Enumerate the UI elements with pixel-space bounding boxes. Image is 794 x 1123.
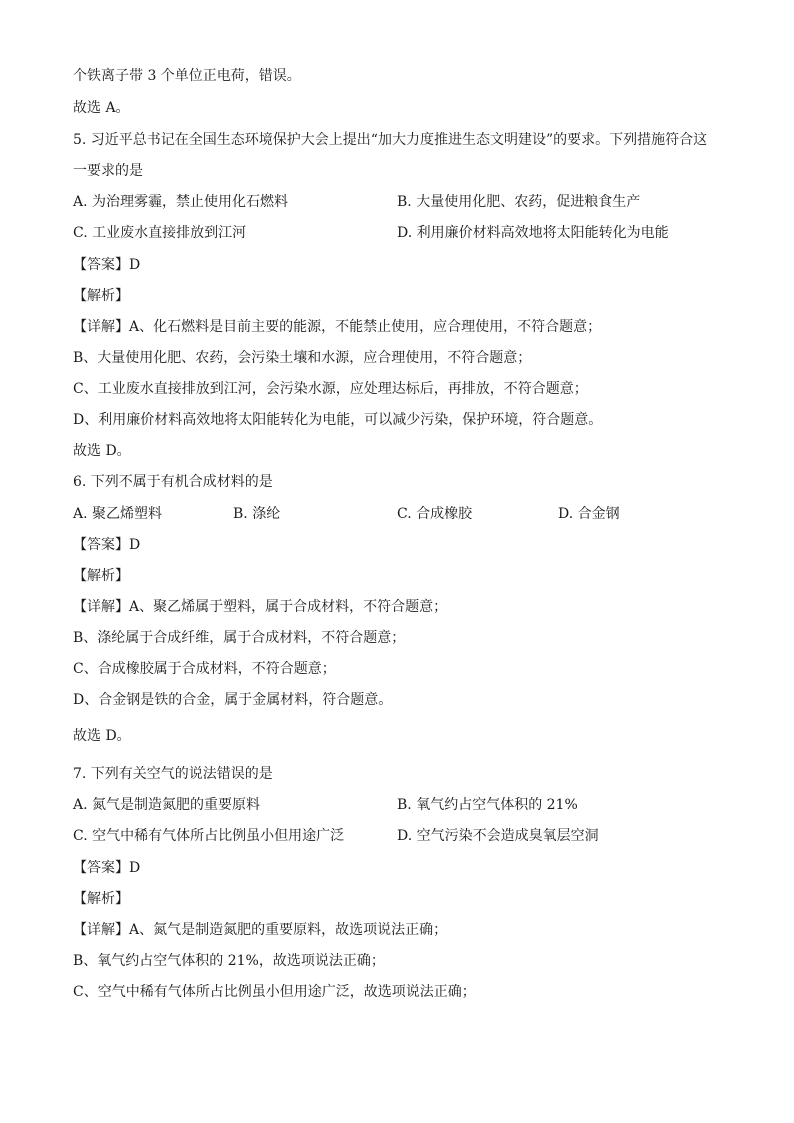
q5-option-a: A. 为治理雾霾，禁止使用化石燃料	[73, 194, 289, 210]
q7-option-a: A. 氮气是制造氮肥的重要原料	[73, 797, 261, 813]
q5-conclusion: 故选 D。	[73, 443, 131, 459]
q7-detail-c: C、空气中稀有气体所占比例虽小但用途广泛，故选项说法正确；	[73, 984, 476, 1000]
q6-stem: 6. 下列不属于有机合成材料的是	[73, 474, 273, 490]
q5-option-c: C. 工业废水直接排放到江河	[73, 225, 247, 241]
q7-stem: 7. 下列有关空气的说法错误的是	[73, 766, 273, 782]
q5-detail-b: B、大量使用化肥、农药，会污染土壤和水源，应合理使用，不符合题意；	[73, 350, 532, 366]
q7-detail-b: B、氧气约占空气体积的 21%，故选项说法正确；	[73, 953, 385, 969]
q5-answer: 【答案】D	[73, 257, 141, 273]
q5-detail-a: 【详解】A、化石燃料是目前主要的能源，不能禁止使用，应合理使用，不符合题意；	[73, 319, 602, 335]
q7-option-b: B. 氧气约占空气体积的 21%	[397, 797, 578, 813]
q6-detail-a: 【详解】A、聚乙烯属于塑料，属于合成材料，不符合题意；	[73, 599, 448, 615]
carryover-conclusion: 故选 A。	[73, 100, 130, 116]
q6-option-a: A. 聚乙烯塑料	[73, 506, 163, 522]
q6-detail-d: D、合金钢是铁的合金，属于金属材料，符合题意。	[73, 692, 393, 708]
q6-option-d: D. 合金钢	[558, 506, 620, 522]
q6-option-b: B. 涤纶	[233, 506, 281, 522]
q5-detail-c: C、工业废水直接排放到江河，会污染水源，应处理达标后，再排放，不符合题意；	[73, 381, 588, 397]
q7-option-c: C. 空气中稀有气体所占比例虽小但用途广泛	[73, 828, 345, 844]
q5-option-d: D. 利用廉价材料高效地将太阳能转化为电能	[397, 225, 669, 241]
q5-detail-d: D、利用廉价材料高效地将太阳能转化为电能，可以减少污染，保护环境，符合题意。	[73, 412, 603, 428]
q5-stem-line1: 5. 习近平总书记在全国生态环境保护大会上提出“加大力度推进生态文明建设”的要求。下列措施符合这	[73, 132, 708, 148]
q6-detail-c: C、合成橡胶属于合成材料，不符合题意；	[73, 661, 336, 677]
q6-detail-b: B、涤纶属于合成纤维，属于合成材料，不符合题意；	[73, 630, 406, 646]
q6-option-c: C. 合成橡胶	[397, 506, 473, 522]
q5-analysis-label: 【解析】	[73, 288, 129, 304]
carryover-line: 个铁离子带 3 个单位正电荷，错误。	[73, 68, 301, 84]
q7-detail-a: 【详解】A、氮气是制造氮肥的重要原料，故选项说法正确；	[73, 922, 448, 938]
q5-option-b: B. 大量使用化肥、农药，促进粮食生产	[397, 194, 641, 210]
q6-conclusion: 故选 D。	[73, 728, 131, 744]
q7-analysis-label: 【解析】	[73, 891, 129, 907]
q6-analysis-label: 【解析】	[73, 568, 129, 584]
q7-answer: 【答案】D	[73, 860, 141, 876]
q5-stem-line2: 一要求的是	[73, 163, 143, 179]
q7-option-d: D. 空气污染不会造成臭氧层空洞	[397, 828, 599, 844]
q6-answer: 【答案】D	[73, 537, 141, 553]
